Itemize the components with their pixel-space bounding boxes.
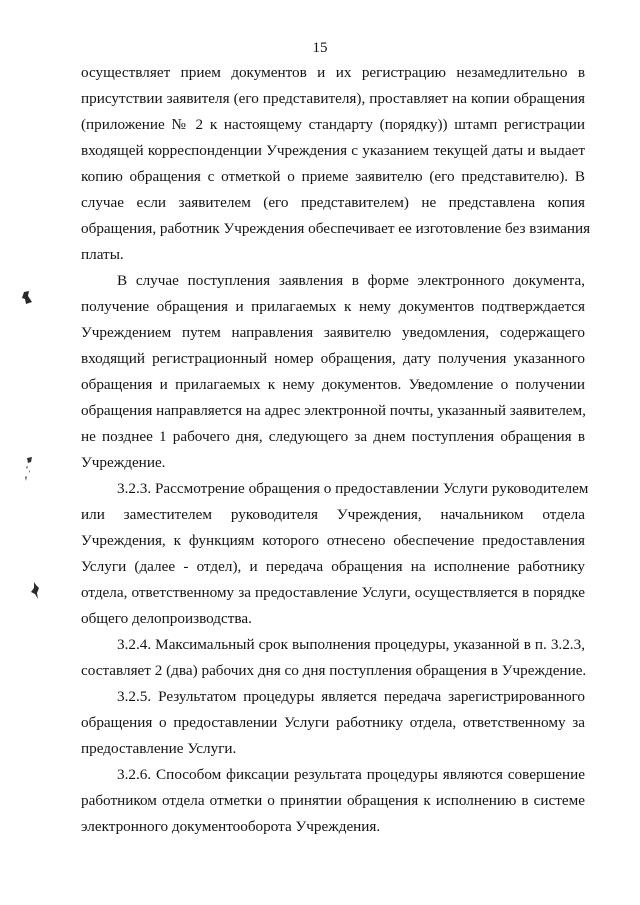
- text-line: 3.2.6. Способом фиксации результата процедуры являются совершение: [117, 766, 585, 783]
- text-line: В случае поступления заявления в форме электронного документа,: [117, 272, 585, 289]
- text-line: 3.2.4. Максимальный срок выполнения процедуры, указанной в п. 3.2.3,: [117, 636, 585, 653]
- text-line: отдела, ответственному за предоставление Услуги, осуществляется в порядке: [81, 584, 585, 601]
- text-line: предоставление Услуги.: [81, 740, 237, 757]
- page-number: 15: [312, 40, 328, 56]
- text-line: обращения о предоставлении Услуги работнику отдела, ответственному за: [81, 714, 585, 731]
- scan-speck-mark: [28, 580, 42, 602]
- text-line: входящей корреспонденции Учреждения с указанием текущей даты и выдает: [81, 142, 585, 159]
- text-line: платы.: [81, 246, 124, 263]
- scan-speck-mark: [22, 455, 36, 485]
- text-line: входящий регистрационный номер обращения, дату получения указанного: [81, 350, 585, 367]
- text-line: 3.2.5. Результатом процедуры является передача зарегистрированного: [117, 688, 585, 705]
- text-line: составляет 2 (два) рабочих дня со дня поступления обращения в Учреждение.: [81, 662, 587, 679]
- text-line: Учреждением путем направления заявителю уведомления, содержащего: [81, 324, 585, 341]
- text-line: Учреждение.: [81, 454, 166, 471]
- text-line: обращения и прилагаемых к нему документов. Уведомление о получении: [81, 376, 585, 393]
- text-line: осуществляет прием документов и их регистрацию незамедлительно в: [81, 64, 585, 81]
- text-line: присутствии заявителя (его представителя), проставляет на копии обращения: [81, 90, 585, 107]
- text-line: 3.2.3. Рассмотрение обращения о предоставлении Услуги руководителем: [117, 480, 589, 497]
- text-line: или заместителем руководителя Учреждения, начальником отдела: [81, 506, 585, 523]
- text-line: электронного документооборота Учреждения.: [81, 818, 381, 835]
- text-line: случае если заявителем (его представителем) не представлена копия: [81, 194, 585, 211]
- text-line: общего делопроизводства.: [81, 610, 252, 627]
- text-line: копию обращения с отметкой о приеме заявителю (его представителю). В: [81, 168, 585, 185]
- text-line: (приложение № 2 к настоящему стандарту (порядку)) штамп регистрации: [81, 116, 585, 133]
- text-line: обращения направляется на адрес электронной почты, указанный заявителем,: [81, 402, 586, 419]
- scan-speck-mark: [20, 290, 34, 306]
- text-line: работником отдела отметки о принятии обращения к исполнению в системе: [81, 792, 585, 809]
- text-line: Учреждения, к функциям которого отнесено обеспечение предоставления: [81, 532, 585, 549]
- text-line: обращения, работник Учреждения обеспечивает ее изготовление без взимания: [81, 220, 591, 237]
- text-line: получение обращения и прилагаемых к нему документов подтверждается: [81, 298, 585, 315]
- text-line: не позднее 1 рабочего дня, следующего за днем поступления обращения в: [81, 428, 585, 445]
- text-line: Услуги (далее - отдел), и передача обращения на исполнение работнику: [81, 558, 585, 575]
